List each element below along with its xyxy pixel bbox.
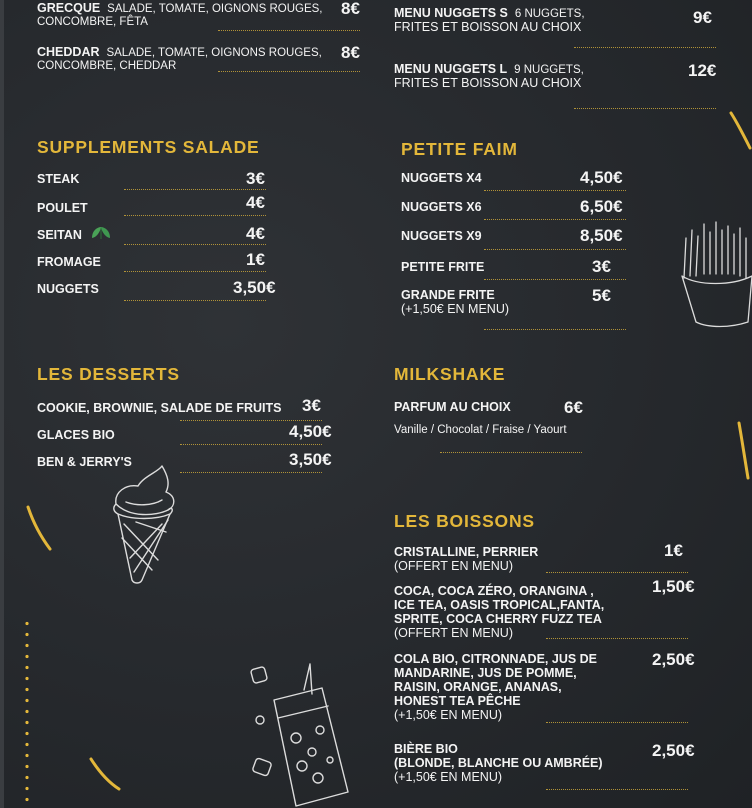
menu-item-cheddar: CHEDDAR SALADE, TOMATE, OIGNONS ROUGES, — [37, 45, 322, 59]
boisson-biere-line1: BIÈRE BIO — [394, 742, 458, 756]
item-petite-frite: PETITE FRITE — [401, 260, 485, 274]
dessert-glaces: GLACES BIO — [37, 428, 115, 442]
menu-nuggets-l: MENU NUGGETS L 9 NUGGETS, — [394, 62, 584, 76]
dotted-rule — [440, 452, 582, 453]
heading-milkshake: MILKSHAKE — [394, 364, 506, 384]
supplement-seitan: SEITAN — [37, 228, 82, 242]
price-glaces: 4,50€ — [289, 422, 332, 441]
dotted-rule — [484, 219, 626, 220]
dotted-rule — [180, 420, 322, 421]
boisson-bio-line2: MANDARINE, JUS DE POMME, — [394, 666, 577, 680]
boisson-coca-line2: ICE TEA, OASIS TROPICAL,FANTA, — [394, 598, 605, 612]
dotted-rule — [218, 30, 360, 31]
dotted-rule — [218, 71, 360, 72]
price-grande-frite: 5€ — [592, 286, 611, 305]
dotted-rule — [124, 215, 266, 216]
dotted-rule — [180, 472, 322, 473]
menu-item-cheddar-desc: CONCOMBRE, CHEDDAR — [37, 60, 177, 72]
boisson-biere-line2: (BLONDE, BLANCHE OU AMBRÉE) — [394, 756, 603, 770]
dotted-rule — [546, 722, 688, 723]
decorative-squiggle — [736, 420, 752, 480]
dotted-rule — [484, 329, 626, 330]
menu-item-grecque-desc: CONCOMBRE, FÊTA — [37, 16, 148, 28]
board-edge — [0, 0, 4, 808]
dotted-rule — [546, 638, 688, 639]
boisson-coca-note: (OFFERT EN MENU) — [394, 626, 513, 640]
dotted-rule — [124, 271, 266, 272]
price-petite-frite: 3€ — [592, 257, 611, 276]
decorative-squiggle — [24, 505, 54, 551]
drink-glass-sketch — [240, 660, 360, 808]
price-nuggets: 3,50€ — [233, 278, 276, 297]
item-nuggets-x4: NUGGETS X4 — [401, 171, 482, 185]
milkshake-parfum: PARFUM AU CHOIX — [394, 400, 511, 414]
heading-petite-faim: PETITE FAIM — [401, 139, 518, 159]
price-cristalline: 1€ — [664, 541, 683, 560]
price-coca: 1,50€ — [652, 577, 695, 596]
boisson-cristalline: CRISTALLINE, PERRIER — [394, 545, 539, 559]
ice-cream-sketch — [96, 462, 186, 587]
dotted-rule — [180, 444, 322, 445]
dotted-rule — [484, 190, 626, 191]
price-cheddar: 8€ — [341, 43, 360, 62]
boisson-coca-line3: SPRITE, COCA CHERRY FUZZ TEA — [394, 612, 602, 626]
dessert-cookie: COOKIE, BROWNIE, SALADE DE FRUITS — [37, 401, 282, 415]
price-fromage: 1€ — [246, 250, 265, 269]
price-ben-jerrys: 3,50€ — [289, 450, 332, 469]
decorative-squiggle — [88, 756, 122, 792]
dotted-rule — [546, 572, 688, 573]
dotted-rule — [484, 249, 626, 250]
boisson-bio-note: (+1,50€ EN MENU) — [394, 708, 503, 722]
price-nuggets-x4: 4,50€ — [580, 168, 623, 187]
boisson-bio-line4: HONEST TEA PÊCHE — [394, 694, 521, 708]
price-menu-nuggets-s: 9€ — [693, 8, 712, 27]
milkshake-flavors: Vanille / Chocolat / Fraise / Yaourt — [394, 424, 567, 436]
dotted-rule — [546, 789, 688, 790]
price-grecque: 8€ — [341, 0, 360, 18]
supplement-fromage: FROMAGE — [37, 255, 101, 269]
price-bio: 2,50€ — [652, 650, 695, 669]
price-nuggets-x6: 6,50€ — [580, 197, 623, 216]
dotted-rule — [124, 300, 266, 301]
menu-nuggets-s-desc: FRITES ET BOISSON AU CHOIX — [394, 20, 582, 34]
dessert-ben-jerrys: BEN & JERRY'S — [37, 455, 132, 469]
decorative-dot-line — [24, 618, 30, 808]
fries-sketch — [678, 210, 752, 330]
heading-boissons: LES BOISSONS — [394, 511, 535, 531]
dotted-rule — [124, 244, 266, 245]
price-cookie: 3€ — [302, 396, 321, 415]
menu-nuggets-l-desc: FRITES ET BOISSON AU CHOIX — [394, 76, 582, 90]
price-nuggets-x9: 8,50€ — [580, 226, 623, 245]
leaf-icon — [90, 226, 112, 240]
item-grande-frite-note: (+1,50€ EN MENU) — [401, 302, 510, 316]
dotted-rule — [484, 279, 626, 280]
heading-desserts: LES DESSERTS — [37, 364, 180, 384]
decorative-squiggle — [728, 110, 752, 150]
item-nuggets-x9: NUGGETS X9 — [401, 229, 482, 243]
dotted-rule — [574, 47, 716, 48]
supplement-poulet: POULET — [37, 201, 88, 215]
item-grande-frite: GRANDE FRITE — [401, 288, 495, 302]
price-menu-nuggets-l: 12€ — [688, 61, 717, 80]
price-seitan: 4€ — [246, 224, 265, 243]
menu-nuggets-s: MENU NUGGETS S 6 NUGGETS, — [394, 6, 585, 20]
boisson-cristalline-note: (OFFERT EN MENU) — [394, 559, 513, 573]
heading-supplements: SUPPLEMENTS SALADE — [37, 137, 260, 157]
boisson-biere-note: (+1,50€ EN MENU) — [394, 770, 503, 784]
price-poulet: 4€ — [246, 193, 265, 212]
supplement-nuggets: NUGGETS — [37, 282, 99, 296]
item-nuggets-x6: NUGGETS X6 — [401, 200, 482, 214]
boisson-coca-line1: COCA, COCA ZÉRO, ORANGINA , — [394, 584, 594, 598]
price-milkshake: 6€ — [564, 398, 583, 417]
boisson-bio-line3: RAISIN, ORANGE, ANANAS, — [394, 680, 562, 694]
menu-item-grecque: GRECQUE SALADE, TOMATE, OIGNONS ROUGES, — [37, 1, 323, 15]
supplement-steak: STEAK — [37, 172, 80, 186]
dotted-rule — [574, 108, 716, 109]
price-steak: 3€ — [246, 169, 265, 188]
price-biere: 2,50€ — [652, 741, 695, 760]
boisson-bio-line1: COLA BIO, CITRONNADE, JUS DE — [394, 652, 598, 666]
dotted-rule — [124, 189, 266, 190]
